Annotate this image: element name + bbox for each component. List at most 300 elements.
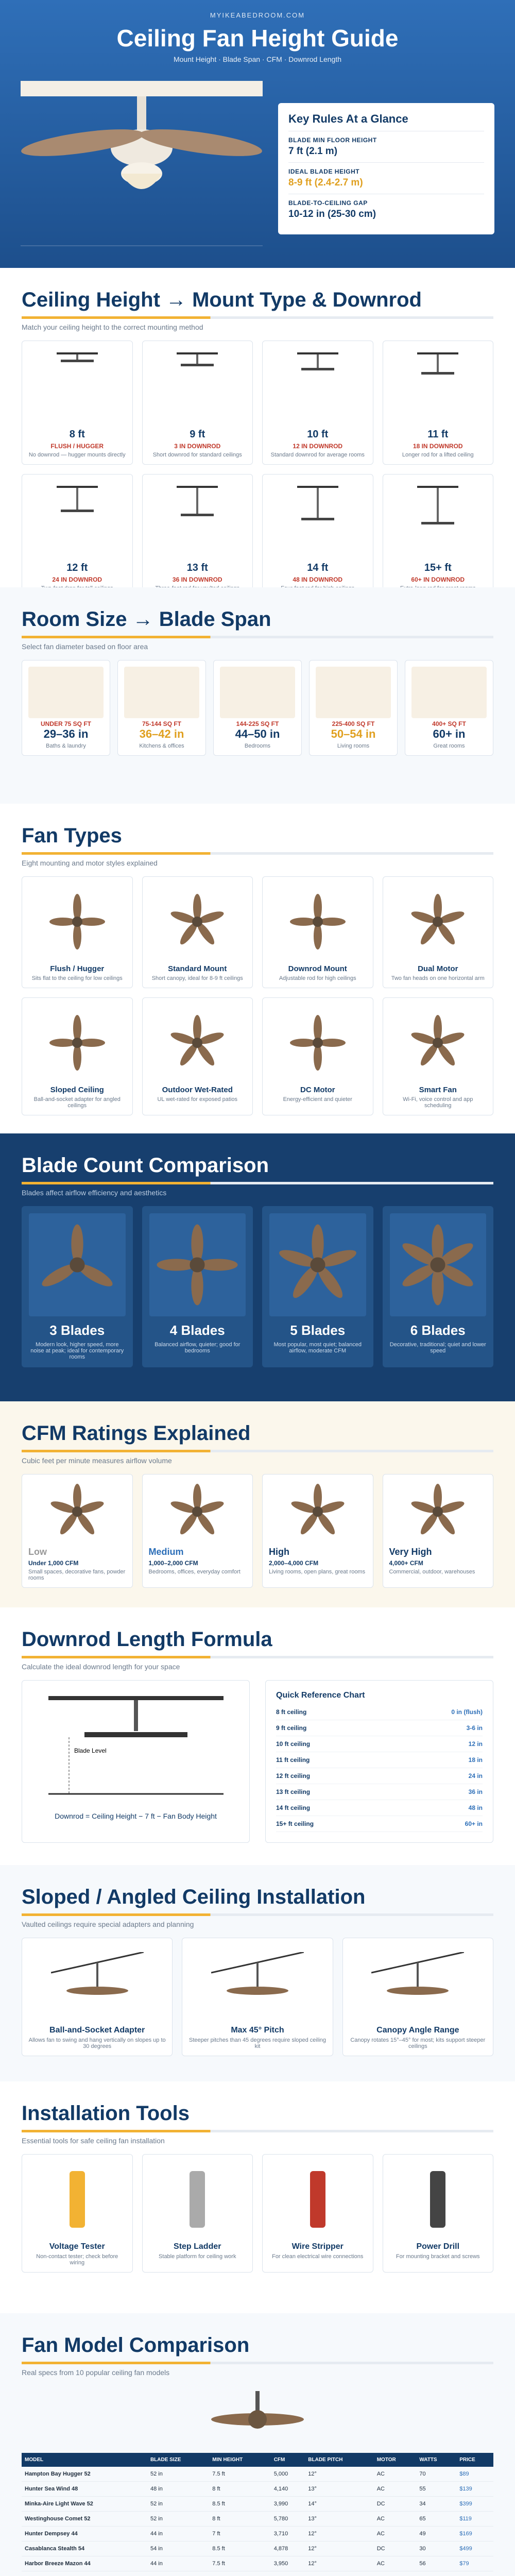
blade-card	[22, 1206, 133, 1367]
table-cell: 12°	[305, 2541, 373, 2556]
section-subtitle: Match your ceiling height to the correct mounting method	[22, 323, 203, 331]
sloped-card	[342, 1938, 493, 2056]
table-cell: AC	[374, 2527, 417, 2541]
table-cell: $399	[456, 2497, 493, 2512]
table-cell: 5,780	[271, 2512, 305, 2527]
blade-span: 50–54 in	[331, 727, 376, 740]
table-header: PRICE	[456, 2453, 493, 2467]
cfm-card	[262, 1474, 373, 1588]
table-cell	[374, 2571, 417, 2576]
fan-model-table	[22, 2453, 493, 2576]
tool-illustration	[28, 2161, 126, 2238]
fan-type-name: Standard Mount	[168, 964, 227, 973]
downrod-length: 60+ in	[465, 1820, 483, 1827]
table-cell: Harbor Breeze Mazon 44	[22, 2556, 147, 2571]
table-header: MODEL	[22, 2453, 147, 2467]
key-rules-title: Key Rules At a Glance	[288, 112, 408, 125]
table-row	[22, 2482, 493, 2497]
table-row	[22, 2512, 493, 2527]
tool-note: For clean electrical wire connections	[272, 2253, 364, 2260]
room-note: Kitchens & offices	[139, 743, 184, 749]
downrod-label: 60+ IN DOWNROD	[411, 576, 465, 583]
section-title: Installation Tools	[22, 2102, 190, 2125]
fan-type-note: Sits flat to the ceiling for low ceilings	[31, 975, 123, 981]
table-header: BLADE PITCH	[305, 2453, 373, 2467]
section-title: Downrod Length Formula	[22, 1628, 272, 1651]
table-cell: AC	[374, 2482, 417, 2497]
tool-illustration	[389, 2161, 487, 2238]
downrod-length: 3-6 in	[466, 1724, 483, 1732]
ceiling-fan-illustration	[21, 81, 263, 256]
table-header: BLADE SIZE	[147, 2453, 209, 2467]
fan-type-name: Outdoor Wet-Rated	[162, 1086, 233, 1094]
blade-card	[142, 1206, 253, 1367]
cfm-level: High	[269, 1547, 289, 1557]
section-title: Blade Count Comparison	[22, 1154, 269, 1177]
blade-illustration	[149, 1213, 246, 1316]
table-cell: 4,878	[271, 2541, 305, 2556]
cfm-section	[0, 1401, 515, 1607]
blade-illustration	[269, 1213, 366, 1316]
downrod-label: 24 IN DOWNROD	[52, 576, 102, 583]
sloped-card	[182, 1938, 333, 2056]
blade-count: 3 Blades	[49, 1323, 105, 1338]
height-value: 13 ft	[186, 562, 208, 573]
site-name: MYIKEABEDROOM.COM	[210, 11, 305, 19]
height-card	[22, 341, 133, 465]
table-cell: 65	[416, 2512, 456, 2527]
table-cell: 12°	[305, 2527, 373, 2541]
cfm-illustration	[389, 1481, 487, 1543]
key-rule-label: BLADE-TO-CEILING GAP	[288, 199, 368, 207]
downrod-length: 24 in	[468, 1772, 483, 1780]
sloped-note: Allows fan to swing and hang vertically on slopes up to 30 degrees	[28, 2037, 166, 2049]
ceiling-height: 13 ft ceiling	[276, 1788, 311, 1795]
table-row	[22, 2541, 493, 2556]
blade-level-label: Blade Level	[74, 1747, 107, 1754]
fan-type-note: UL wet-rated for exposed patios	[157, 1096, 237, 1103]
mount-illustration	[389, 481, 487, 558]
downrod-formula: Downrod = Ceiling Height − 7 ft − Fan Body Height	[55, 1812, 217, 1820]
fan-type-note: Adjustable rod for high ceilings	[279, 975, 356, 981]
downrod-diagram	[38, 1691, 234, 1804]
fan-illustration	[22, 2386, 493, 2453]
height-card	[383, 474, 494, 598]
table-header: CFM	[271, 2453, 305, 2467]
section-title: Room Size → Blade Span	[22, 608, 271, 631]
cfm-card	[383, 1474, 494, 1588]
section-title: Fan Model Comparison	[22, 2334, 250, 2357]
height-card	[262, 341, 373, 465]
cfm-range: 2,000–4,000 CFM	[269, 1560, 319, 1567]
sloped-illustration	[349, 1944, 487, 2022]
room-card	[22, 660, 110, 756]
table-cell: 13°	[305, 2512, 373, 2527]
tool-card	[22, 2154, 133, 2273]
downrod-label: 3 IN DOWNROD	[174, 443, 221, 450]
blade-span: 44–50 in	[235, 727, 280, 740]
formula-diagram	[22, 1680, 250, 1843]
table-cell	[147, 2571, 209, 2576]
table-cell: 5,000	[271, 2467, 305, 2482]
fan-type-illustration	[389, 1004, 487, 1081]
tool-card	[383, 2154, 494, 2273]
blade-note: Decorative, traditional; quiet and lower speed	[389, 1342, 486, 1354]
cfm-level: Low	[28, 1547, 47, 1557]
height-value: 15+ ft	[424, 562, 452, 573]
room-area: 225-400 SQ FT	[332, 720, 375, 727]
fan-type-illustration	[389, 883, 487, 960]
blade-note: Most popular, most quiet; balanced airflow, moderate CFM	[273, 1342, 362, 1354]
quick-reference-row	[276, 1768, 483, 1784]
section-subtitle: Select fan diameter based on floor area	[22, 642, 148, 651]
blade-note: Balanced airflow, quieter; good for bedrooms	[154, 1342, 241, 1354]
section-title: Sloped / Angled Ceiling Installation	[22, 1886, 366, 1908]
cfm-card	[142, 1474, 253, 1588]
sloped-title: Max 45° Pitch	[231, 2026, 284, 2035]
table-cell: 34	[416, 2497, 456, 2512]
fan-type-illustration	[269, 1004, 367, 1081]
ceiling-height-section	[0, 268, 515, 587]
cfm-level: Very High	[389, 1547, 432, 1557]
sloped-ceiling-section	[0, 1865, 515, 2081]
table-cell: 70	[416, 2467, 456, 2482]
fan-type-note: Energy-efficient and quieter	[283, 1096, 352, 1103]
key-rule-label: IDEAL BLADE HEIGHT	[288, 167, 360, 175]
table-row	[22, 2467, 493, 2482]
downrod-label: 36 IN DOWNROD	[172, 576, 222, 583]
table-cell	[209, 2571, 270, 2576]
section-title: Fan Types	[22, 824, 122, 847]
table-header: MIN HEIGHT	[209, 2453, 270, 2467]
blade-illustration	[390, 1213, 487, 1316]
table-cell: Hampton Bay Hugger 52	[22, 2467, 147, 2482]
fan-type-note: Two fan heads on one horizontal arm	[391, 975, 485, 981]
table-cell: DC	[374, 2497, 417, 2512]
table-header: WATTS	[416, 2453, 456, 2467]
blade-count: 4 Blades	[169, 1323, 225, 1338]
ceiling-height: 15+ ft ceiling	[276, 1820, 314, 1827]
ceiling-height: 8 ft ceiling	[276, 1708, 307, 1716]
section-title: CFM Ratings Explained	[22, 1422, 251, 1445]
key-rule-value: 10-12 in (25-30 cm)	[288, 208, 376, 219]
table-cell: 49	[416, 2527, 456, 2541]
table-cell: AC	[374, 2512, 417, 2527]
fan-type-illustration	[149, 1004, 247, 1081]
section-title: Ceiling Height → Mount Type & Downrod	[22, 289, 422, 311]
room-card	[309, 660, 398, 756]
table-cell: Minka-Aire Light Wave 52	[22, 2497, 147, 2512]
room-illustration	[411, 667, 487, 718]
tool-card	[142, 2154, 253, 2273]
downrod-length: 0 in (flush)	[451, 1708, 483, 1716]
table-cell: 8.5 ft	[209, 2497, 270, 2512]
table-cell: 44 in	[147, 2527, 209, 2541]
fan-type-name: Smart Fan	[419, 1086, 457, 1094]
fan-type-card	[262, 997, 373, 1115]
cfm-range: 4,000+ CFM	[389, 1560, 423, 1567]
room-card	[117, 660, 206, 756]
sloped-card	[22, 1938, 173, 2056]
fan-type-note: Ball-and-socket adapter for angled ceilings	[33, 1096, 121, 1109]
tool-illustration	[149, 2161, 247, 2238]
height-note: Short downrod for standard ceilings	[152, 452, 242, 458]
table-cell	[271, 2571, 305, 2576]
height-note: Standard downrod for average rooms	[270, 452, 365, 458]
table-cell: 30	[416, 2541, 456, 2556]
quick-reference-chart	[265, 1680, 493, 1843]
blade-card	[262, 1206, 373, 1367]
ceiling-height: 9 ft ceiling	[276, 1724, 307, 1732]
sloped-illustration	[28, 1944, 166, 2022]
cfm-note: Commercial, outdoor, warehouses	[389, 1569, 475, 1575]
blade-note: Modern look, higher speed, more noise at peak; ideal for contemporary rooms	[30, 1342, 124, 1360]
key-rule-value: 8-9 ft (2.4-2.7 m)	[288, 177, 363, 188]
cfm-illustration	[149, 1481, 247, 1543]
tool-note: Non-contact tester; check before wiring	[36, 2253, 118, 2266]
blade-span: 29–36 in	[43, 727, 89, 740]
quick-reference-row	[276, 1752, 483, 1768]
tools-section	[0, 2081, 515, 2313]
table-cell: 8 ft	[209, 2512, 270, 2527]
table-cell: $169	[456, 2527, 493, 2541]
height-value: 10 ft	[307, 429, 329, 440]
table-cell: 52 in	[147, 2512, 209, 2527]
mount-illustration	[269, 347, 367, 425]
cfm-illustration	[28, 1481, 126, 1543]
height-value: 14 ft	[307, 562, 329, 573]
table-cell: $119	[456, 2512, 493, 2527]
table-cell	[456, 2571, 493, 2576]
height-card	[142, 341, 253, 465]
room-card	[405, 660, 493, 756]
section-subtitle: Real specs from 10 popular ceiling fan models	[22, 2368, 170, 2377]
sloped-note: Steeper pitches than 45 degrees require sloped ceiling kit	[188, 2037, 326, 2049]
height-card	[383, 341, 494, 465]
height-note: No downrod — hugger mounts directly	[28, 452, 126, 458]
downrod-length: 18 in	[468, 1756, 483, 1764]
key-rules-box	[278, 103, 494, 234]
room-note: Great rooms	[433, 743, 465, 749]
table-cell: 7.5 ft	[209, 2556, 270, 2571]
key-rule	[288, 131, 484, 162]
key-rule	[288, 162, 484, 194]
table-cell: AC	[374, 2556, 417, 2571]
section-subtitle: Cubic feet per minute measures airflow volume	[22, 1456, 172, 1465]
downrod-label: 12 IN DOWNROD	[293, 443, 343, 450]
quick-reference-title: Quick Reference Chart	[276, 1691, 365, 1700]
fan-type-card	[262, 876, 373, 988]
fan-type-illustration	[28, 883, 126, 960]
table-header: MOTOR	[374, 2453, 417, 2467]
fan-model-section	[0, 2313, 515, 2576]
ceiling-height: 14 ft ceiling	[276, 1804, 311, 1811]
room-area: 144-225 SQ FT	[236, 720, 279, 727]
table-cell: Westinghouse Comet 52	[22, 2512, 147, 2527]
blade-span: 60+ in	[433, 727, 466, 740]
tool-name: Wire Stripper	[291, 2242, 344, 2251]
downrod-length: 48 in	[468, 1804, 483, 1811]
mount-illustration	[149, 347, 247, 425]
key-rule-label: BLADE MIN FLOOR HEIGHT	[288, 136, 377, 144]
tool-name: Step Ladder	[174, 2242, 221, 2251]
table-cell: 8.5 ft	[209, 2541, 270, 2556]
fan-type-name: Sloped Ceiling	[50, 1086, 104, 1094]
fan-type-card	[22, 876, 133, 988]
blade-span: 36–42 in	[139, 727, 184, 740]
sloped-title: Canopy Angle Range	[376, 2026, 459, 2035]
table-cell: Casablanca Stealth 54	[22, 2541, 147, 2556]
fan-types-section	[0, 804, 515, 1133]
table-cell: Hunter Sea Wind 48	[22, 2482, 147, 2497]
room-area: 400+ SQ FT	[432, 720, 466, 727]
table-cell: $139	[456, 2482, 493, 2497]
section-subtitle: Essential tools for safe ceiling fan installation	[22, 2137, 165, 2145]
downrod-length: 12 in	[468, 1740, 483, 1748]
fan-type-illustration	[269, 883, 367, 960]
table-cell: 3,950	[271, 2556, 305, 2571]
hero-tags: Mount Height · Blade Span · CFM · Downrod Length	[173, 55, 342, 63]
table-cell: 7.5 ft	[209, 2467, 270, 2482]
room-area: 75-144 SQ FT	[142, 720, 182, 727]
fan-type-name: Downrod Mount	[288, 964, 347, 973]
room-illustration	[124, 667, 199, 718]
table-cell: 54 in	[147, 2541, 209, 2556]
sloped-note: Canopy rotates 15°–45° for most; kits support steeper ceilings	[350, 2037, 486, 2049]
room-size-section	[0, 587, 515, 804]
table-cell: 52 in	[147, 2467, 209, 2482]
room-illustration	[28, 667, 104, 718]
table-cell: $89	[456, 2467, 493, 2482]
fan-type-card	[22, 997, 133, 1115]
downrod-label: 48 IN DOWNROD	[293, 576, 343, 583]
fan-type-card	[142, 997, 253, 1115]
downrod-label: FLUSH / HUGGER	[50, 443, 104, 450]
table-row	[22, 2497, 493, 2512]
fan-type-name: Dual Motor	[418, 964, 458, 973]
fan-type-note: Wi-Fi, voice control and app scheduling	[403, 1096, 473, 1109]
mount-illustration	[389, 347, 487, 425]
mount-illustration	[149, 481, 247, 558]
height-value: 12 ft	[66, 562, 88, 573]
room-card	[213, 660, 302, 756]
mount-illustration	[269, 481, 367, 558]
table-cell	[22, 2571, 147, 2576]
section-subtitle: Eight mounting and motor styles explained	[22, 859, 158, 867]
quick-reference-row	[276, 1736, 483, 1752]
room-area: UNDER 75 SQ FT	[40, 720, 91, 727]
mount-illustration	[28, 347, 126, 425]
room-note: Baths & laundry	[46, 743, 86, 749]
table-cell: Hunter Dempsey 44	[22, 2527, 147, 2541]
room-illustration	[220, 667, 295, 718]
downrod-label: 18 IN DOWNROD	[413, 443, 463, 450]
table-cell: 14°	[305, 2497, 373, 2512]
cfm-range: 1,000–2,000 CFM	[148, 1560, 198, 1567]
room-illustration	[316, 667, 391, 718]
table-cell: 55	[416, 2482, 456, 2497]
fan-type-card	[142, 876, 253, 988]
cfm-note: Small spaces, decorative fans, powder rooms	[28, 1569, 126, 1581]
blade-count: 5 Blades	[290, 1323, 346, 1338]
table-cell: 8 ft	[209, 2482, 270, 2497]
fan-type-name: Flush / Hugger	[50, 964, 105, 973]
height-value: 8 ft	[69, 429, 85, 440]
blade-card	[383, 1206, 494, 1367]
cfm-note: Living rooms, open plans, great rooms	[269, 1569, 366, 1575]
fan-type-note: Short canopy, ideal for 8-9 ft ceilings	[151, 975, 243, 981]
table-cell: 7 ft	[209, 2527, 270, 2541]
room-note: Living rooms	[337, 743, 370, 749]
table-cell: 48 in	[147, 2482, 209, 2497]
quick-reference-row	[276, 1784, 483, 1800]
cfm-card	[22, 1474, 133, 1588]
table-cell	[416, 2571, 456, 2576]
table-cell: 13°	[305, 2482, 373, 2497]
fan-type-card	[383, 997, 494, 1115]
table-row	[22, 2571, 493, 2576]
table-cell: DC	[374, 2541, 417, 2556]
table-cell: 12°	[305, 2467, 373, 2482]
table-cell: 4,140	[271, 2482, 305, 2497]
tool-name: Voltage Tester	[49, 2242, 105, 2251]
tool-note: For mounting bracket and screws	[396, 2253, 480, 2260]
blade-illustration	[29, 1213, 126, 1316]
height-value: 9 ft	[190, 429, 205, 440]
cfm-illustration	[269, 1481, 367, 1543]
ceiling-height: 12 ft ceiling	[276, 1772, 311, 1780]
blade-count: 6 Blades	[410, 1323, 466, 1338]
downrod-length: 36 in	[468, 1788, 483, 1795]
fan-type-card	[383, 876, 494, 988]
quick-reference-row	[276, 1800, 483, 1816]
section-subtitle: Blades affect airflow efficiency and aesthetics	[22, 1189, 167, 1197]
tool-note: Stable platform for ceiling work	[159, 2253, 236, 2260]
table-cell: 3,710	[271, 2527, 305, 2541]
height-value: 11 ft	[427, 429, 449, 440]
table-cell: $499	[456, 2541, 493, 2556]
cfm-note: Bedrooms, offices, everyday comfort	[148, 1569, 241, 1575]
key-rule	[288, 194, 484, 225]
table-cell: 12°	[305, 2556, 373, 2571]
downrod-formula-section	[0, 1607, 515, 1865]
section-subtitle: Calculate the ideal downrod length for your space	[22, 1663, 180, 1671]
height-card	[262, 474, 373, 598]
hero	[0, 0, 515, 268]
table-cell: 52 in	[147, 2497, 209, 2512]
table-cell: 44 in	[147, 2556, 209, 2571]
sloped-illustration	[188, 1944, 326, 2022]
table-cell: AC	[374, 2467, 417, 2482]
tool-card	[262, 2154, 373, 2273]
quick-reference-row	[276, 1704, 483, 1720]
sloped-title: Ball-and-Socket Adapter	[49, 2026, 145, 2035]
quick-reference-row	[276, 1720, 483, 1736]
blade-count-section	[0, 1133, 515, 1401]
table-cell: 56	[416, 2556, 456, 2571]
section-subtitle: Vaulted ceilings require special adapters and planning	[22, 1920, 194, 1928]
height-card	[22, 474, 133, 598]
table-cell: 3,990	[271, 2497, 305, 2512]
height-card	[142, 474, 253, 598]
key-rule-value: 7 ft (2.1 m)	[288, 145, 338, 157]
quick-reference-row	[276, 1816, 483, 1832]
table-row	[22, 2556, 493, 2571]
ceiling-height: 11 ft ceiling	[276, 1756, 310, 1764]
table-cell	[305, 2571, 373, 2576]
tool-illustration	[269, 2161, 367, 2238]
fan-type-illustration	[149, 883, 247, 960]
